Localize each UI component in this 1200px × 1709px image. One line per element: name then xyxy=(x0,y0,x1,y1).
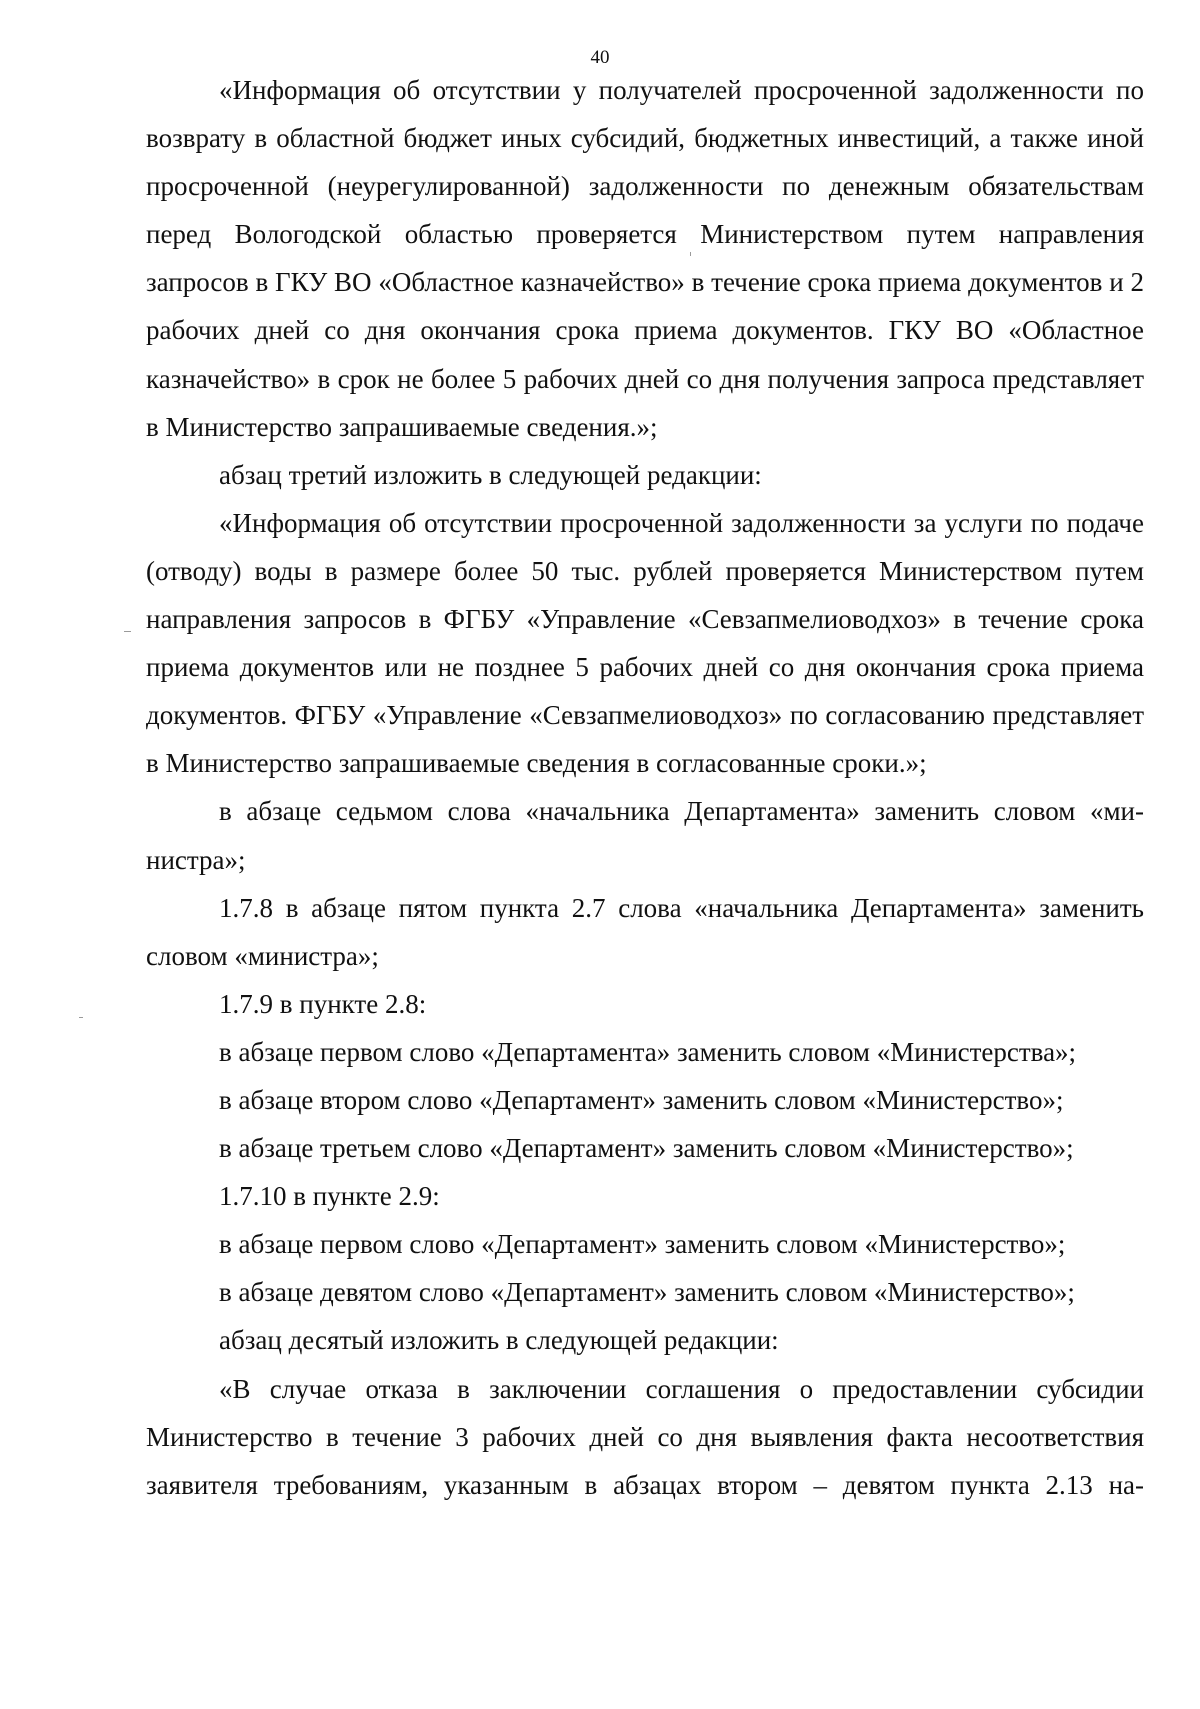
paragraph-item-1-7-8: 1.7.8 в абзаце пятом пункта 2.7 слова «начальника Департамента» заменить словом «министра»; xyxy=(146,892,1144,971)
paragraph-refusal-agreement: «В случае отказа в заключении соглашения о предоставлении субсидии Министерство в течение 3 рабочих дней со дня выявления факта несоответствия заявителя требованиям, указанным в абзацах втором – девятом пункта 2.13 на- xyxy=(146,1373,1144,1500)
document-body xyxy=(146,66,1144,1509)
paragraph-first-abzac-replacement-2-9: в абзаце первом слово «Департамент» заменить словом «Министерство»; xyxy=(219,1229,1066,1260)
scan-artifact-mark xyxy=(79,1017,83,1018)
paragraph-information-water-debt: «Информация об отсутствии просроченной задолженности за услуги по подаче (отводу) воды в размере более 50 тыс. рублей проверяется Министерством путем направления запросов в ФГБУ «Управление «Севзапмелиоводхоз» в течение срока приема документов или не позднее 5 рабочих дней со дня окончания срока приема документов. ФГБУ «Управление «Севзапмелиоводхоз» по согласованию представляет в Министерство запрашиваемые сведения в согласованные сроки.»; xyxy=(146,507,1144,779)
paragraph-item-1-7-10: 1.7.10 в пункте 2.9: xyxy=(219,1181,440,1212)
paragraph-item-1-7-9: 1.7.9 в пункте 2.8: xyxy=(219,988,427,1019)
scan-artifact-mark xyxy=(124,631,131,632)
paragraph-information-subsidy-debt: «Информация об отсутствии у получателей просроченной задолженности по возврату в областной бюджет иных субсидий, бюджетных инвестиций, а также иной просроченной (неурегулированной) задолженности по денежным обязательствам перед Вологодской областью проверяется Министерством путем направления запросов в ГКУ ВО «Областное казначейство» в течение срока приема документов и 2 рабочих дней со дня окончания срока приема документов. ГКУ ВО «Областное казначейство» в срок не более 5 рабочих дней со дня получения запроса представляет в Министерство запрашиваемые сведения.»; xyxy=(146,75,1144,442)
scan-artifact-mark xyxy=(690,252,691,256)
page-number: 40 xyxy=(590,47,610,68)
paragraph-third-abzac-replacement: в абзаце третьем слово «Департамент» заменить словом «Министерство»; xyxy=(219,1133,1074,1164)
paragraph-tenth-abzac-instruction: абзац десятый изложить в следующей редакции: xyxy=(219,1325,779,1356)
paragraph-third-abzac-instruction: абзац третий изложить в следующей редакции: xyxy=(219,459,762,490)
paragraph-ninth-abzac-replacement: в абзаце девятом слово «Департамент» заменить словом «Министерство»; xyxy=(219,1277,1075,1308)
paragraph-first-abzac-replacement: в абзаце первом слово «Департамента» заменить словом «Министерства»; xyxy=(219,1036,1077,1067)
paragraph-second-abzac-replacement: в абзаце втором слово «Департамент» заменить словом «Министерство»; xyxy=(219,1084,1064,1115)
paragraph-seventh-abzac-replacement: в абзаце седьмом слова «начальника Департамента» заменить словом «министра»; xyxy=(146,796,1144,875)
